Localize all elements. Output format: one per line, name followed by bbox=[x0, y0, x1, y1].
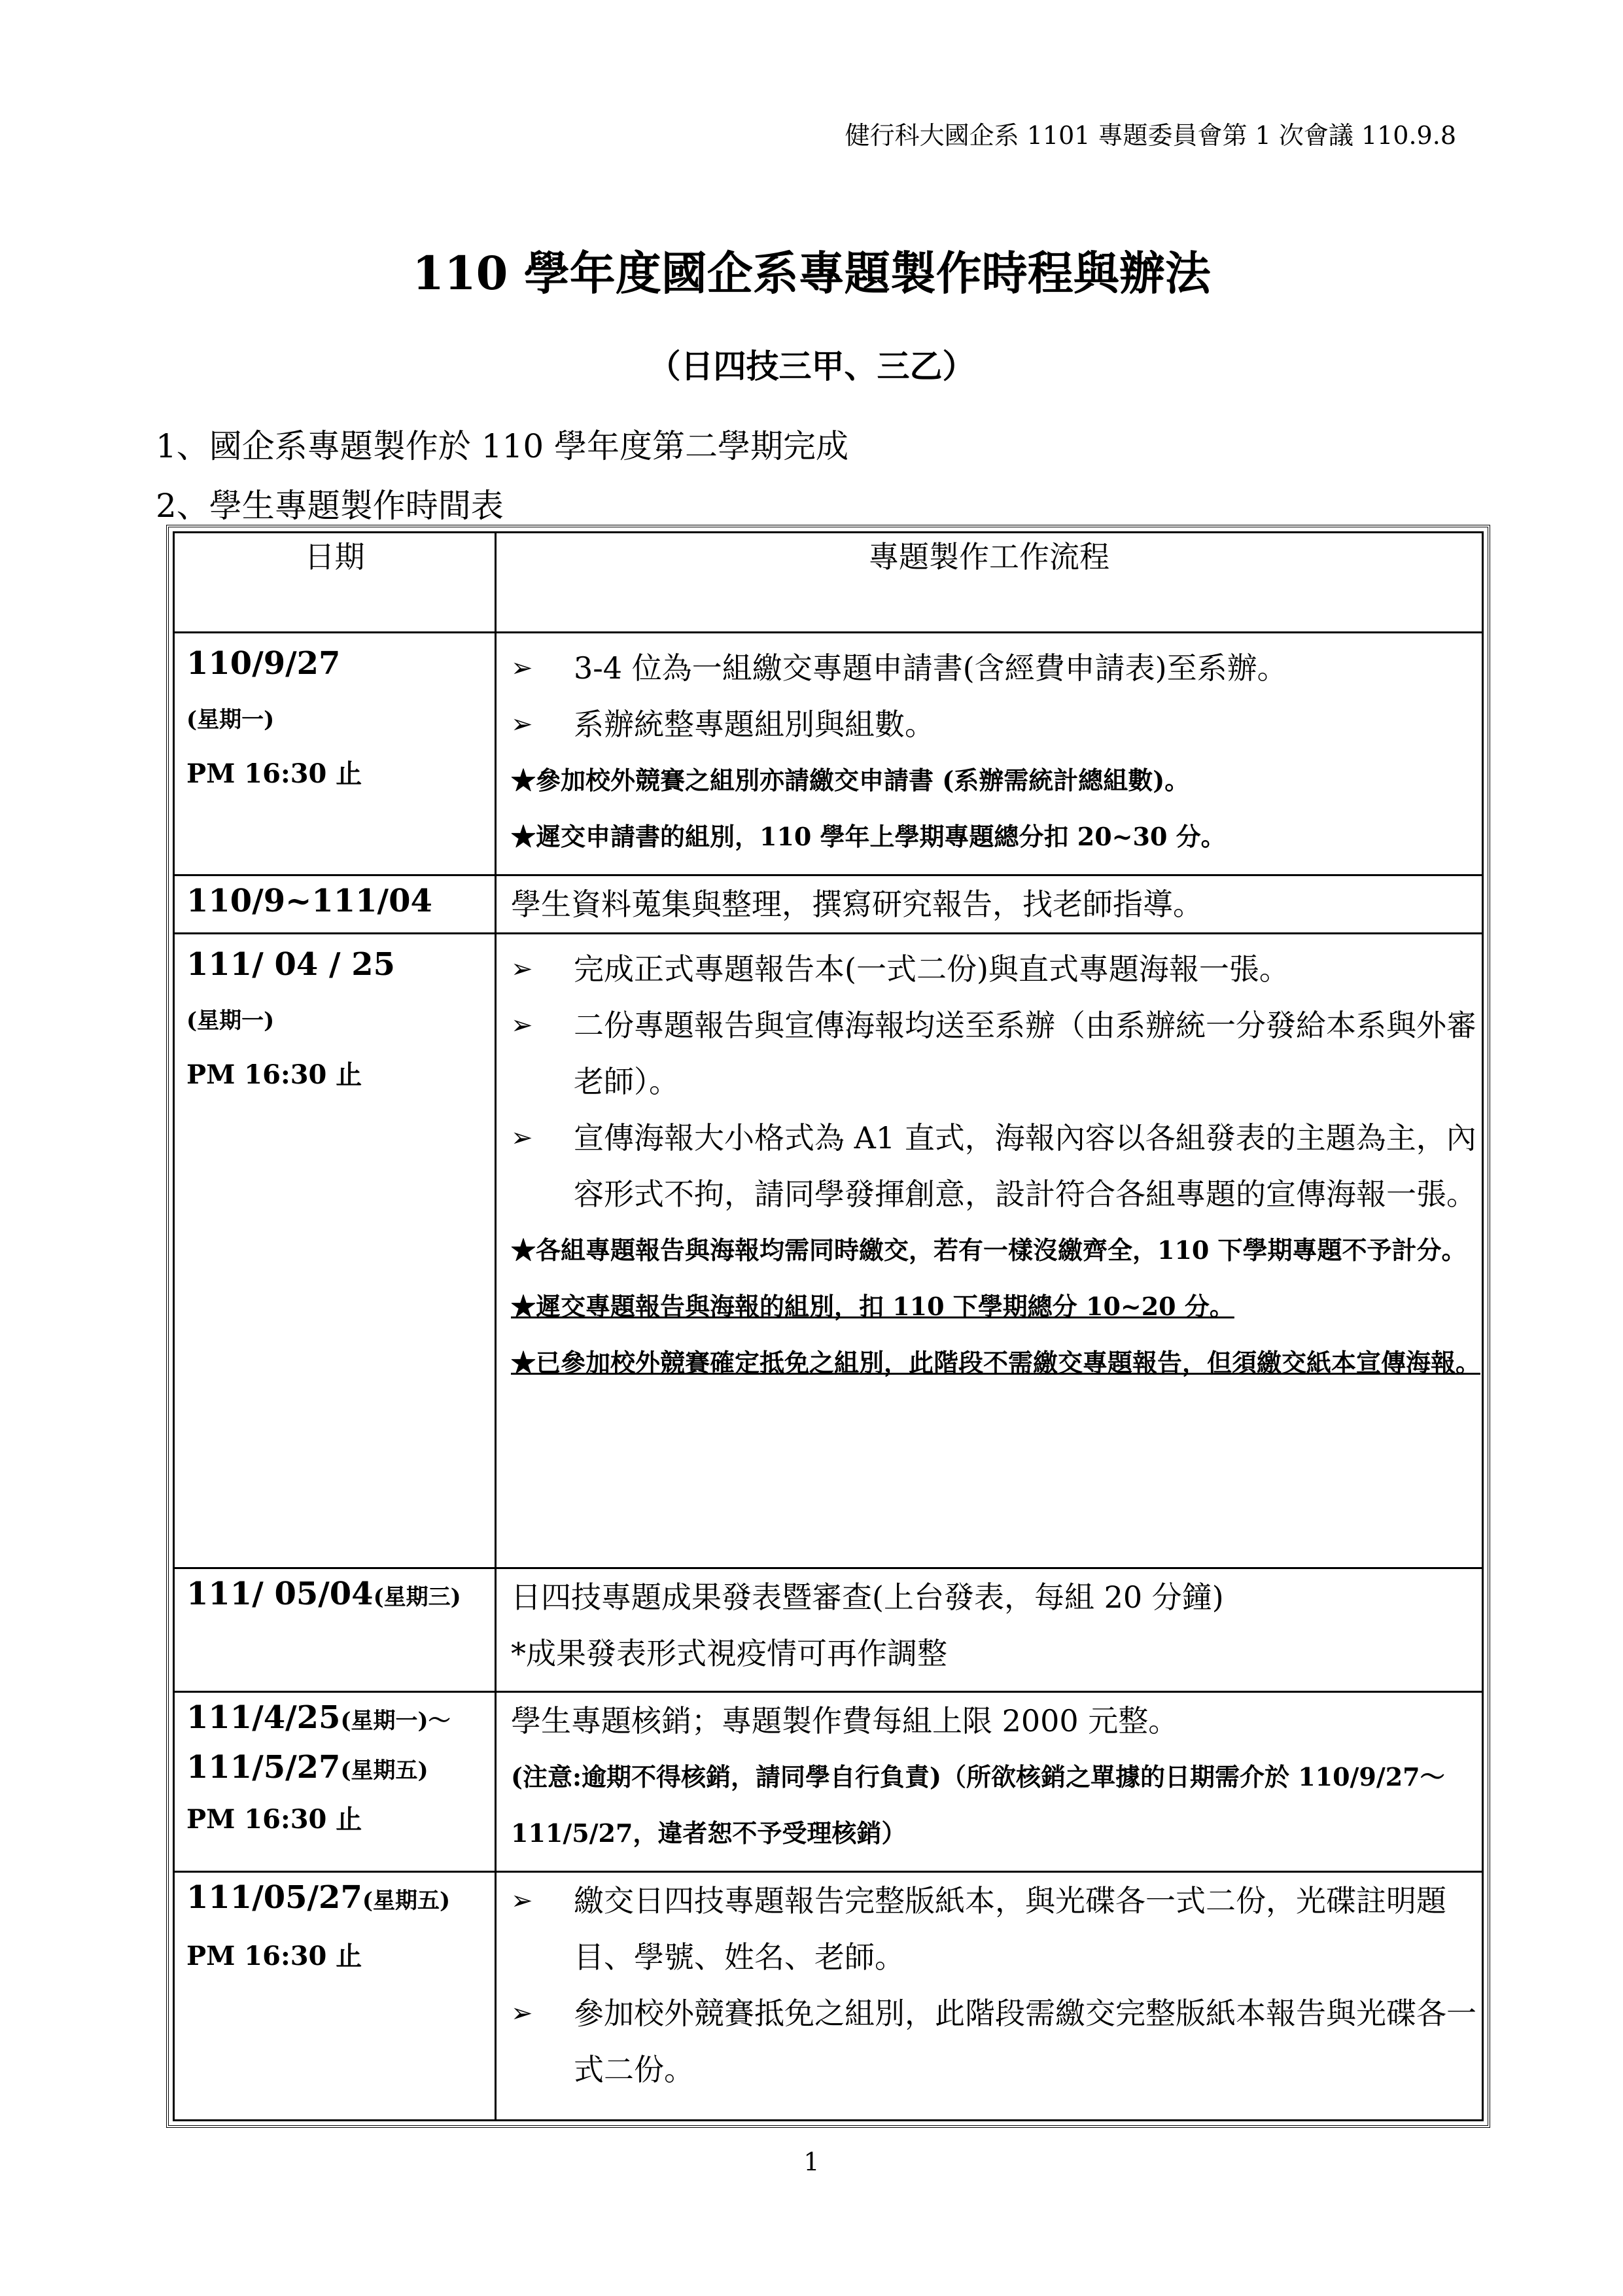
flow-cell bbox=[496, 1872, 1483, 2121]
arrow-bullet-icon: ➢ bbox=[511, 653, 533, 683]
arrow-bullet-icon: ➢ bbox=[511, 1998, 533, 2028]
star-note: ★遲交申請書的組別，110 學年上學期專題總分扣 20~30 分。 bbox=[511, 822, 1226, 851]
flow-cell bbox=[496, 633, 1483, 875]
arrow-bullet-icon: ➢ bbox=[511, 954, 533, 984]
bullet-item: ➢ 系辦統整專題組別與組數。 bbox=[511, 696, 1482, 752]
deadline-time: PM 16:30 止 bbox=[186, 1804, 362, 1835]
deadline-time: PM 16:30 止 bbox=[186, 1059, 362, 1090]
star-note-underlined: ★已參加校外競賽確定抵免之組別，此階段不需繳交專題報告，但須繳交紙本宣傳海報。 bbox=[511, 1348, 1481, 1377]
bullet-item: ➢ 二份專題報告與宣傳海報均送至系辦（由系辦統一分發給本系與外審老師）。 bbox=[511, 997, 1482, 1110]
flow-cell bbox=[496, 1692, 1483, 1872]
schedule-table bbox=[173, 531, 1484, 2121]
weekday-text: (星期三) bbox=[373, 1584, 461, 1610]
weekday-text: (星期五) bbox=[340, 1757, 428, 1784]
bullet-item: ➢ 繳交日四技專題報告完整版紙本，與光碟各一式二份，光碟註明題目、學號、姓名、老師。 bbox=[511, 1873, 1482, 1985]
weekday-text: (星期一)～ bbox=[340, 1708, 451, 1734]
date-cell bbox=[174, 934, 496, 1568]
table-row bbox=[174, 633, 1483, 875]
arrow-bullet-icon: ➢ bbox=[511, 1123, 533, 1153]
column-header-date: 日期 bbox=[174, 533, 496, 633]
flow-text: 學生專題核銷；專題製作費每組上限 2000 元整。 bbox=[511, 1703, 1179, 1739]
flow-text: 學生資料蒐集與整理，撰寫研究報告，找老師指導。 bbox=[511, 887, 1203, 922]
document-title: 110 學年度國企系專題製作時程與辦法 bbox=[412, 246, 1211, 300]
bullet-item: ➢ 完成正式專題報告本(一式二份)與直式專題海報一張。 bbox=[511, 941, 1482, 997]
date-text: 110/9/27 bbox=[186, 645, 341, 682]
table-row bbox=[174, 934, 1483, 1568]
list-item: 2、學生專題製作時間表 bbox=[156, 487, 504, 525]
date-text: 111/ 04 / 25 bbox=[186, 946, 395, 983]
table-row bbox=[174, 875, 1483, 934]
star-note-underlined: ★遲交專題報告與海報的組別，扣 110 下學期總分 10~20 分。 bbox=[511, 1292, 1234, 1321]
star-note: ★各組專題報告與海報均需同時繳交，若有一樣沒繳齊全，110 下學期專題不予計分。 bbox=[511, 1235, 1467, 1265]
header-note: 健行科大國企系 1101 專題委員會第 1 次會議 110.9.8 bbox=[845, 121, 1456, 150]
table-header-row bbox=[174, 533, 1483, 633]
date-cell bbox=[174, 875, 496, 934]
table-row bbox=[174, 1692, 1483, 1872]
date-cell bbox=[174, 1872, 496, 2121]
arrow-bullet-icon: ➢ bbox=[511, 1010, 533, 1040]
arrow-bullet-icon: ➢ bbox=[511, 709, 533, 739]
date-cell bbox=[174, 1568, 496, 1692]
date-text: 111/05/27 bbox=[186, 1879, 362, 1916]
flow-text: *成果發表形式視疫情可再作調整 bbox=[511, 1636, 947, 1671]
date-cell bbox=[174, 633, 496, 875]
deadline-time: PM 16:30 止 bbox=[186, 1941, 362, 1971]
bullet-item: ➢ 3-4 位為一組繳交專題申請書(含經費申請表)至系辦。 bbox=[511, 640, 1482, 696]
deadline-time: PM 16:30 止 bbox=[186, 758, 362, 789]
column-header-flow: 專題製作工作流程 bbox=[496, 533, 1483, 633]
date-cell bbox=[174, 1692, 496, 1872]
table-row bbox=[174, 1568, 1483, 1692]
flow-text: 日四技專題成果發表暨審查(上台發表，每組 20 分鐘) bbox=[511, 1580, 1224, 1615]
arrow-bullet-icon: ➢ bbox=[511, 1886, 533, 1916]
document-subtitle: （日四技三甲、三乙） bbox=[648, 347, 975, 385]
weekday-text: (星期五) bbox=[362, 1888, 451, 1914]
weekday-text: (星期一) bbox=[186, 1008, 275, 1034]
bullet-item: ➢ 宣傳海報大小格式為 A1 直式，海報內容以各組發表的主題為主，內容形式不拘，請同學發揮創意，設計符合各組專題的宣傳海報一張。 bbox=[511, 1110, 1482, 1222]
date-text: 110/9~111/04 bbox=[186, 883, 432, 919]
table-row bbox=[174, 1872, 1483, 2121]
weekday-text: (星期一) bbox=[186, 707, 275, 733]
star-note: ★參加校外競賽之組別亦請繳交申請書 (系辦需統計總組數)。 bbox=[511, 766, 1190, 795]
flow-cell bbox=[496, 934, 1483, 1568]
reimbursement-note: (注意:逾期不得核銷，請同學自行負責)（所欲核銷之單據的日期需介於 110/9/27～111/5/27，違者恕不予受理核銷） bbox=[511, 1762, 1445, 1848]
flow-cell bbox=[496, 1568, 1483, 1692]
date-text: 111/4/25 bbox=[186, 1699, 341, 1736]
bullet-item: ➢ 參加校外競賽抵免之組別，此階段需繳交完整版紙本報告與光碟各一式二份。 bbox=[511, 1985, 1482, 2098]
list-item: 1、國企系專題製作於 110 學年度第二學期完成 bbox=[156, 427, 849, 465]
date-text: 111/ 05/04 bbox=[186, 1576, 374, 1612]
date-text: 111/5/27 bbox=[186, 1749, 341, 1786]
flow-cell bbox=[496, 875, 1483, 934]
page-number: 1 bbox=[803, 2147, 820, 2176]
